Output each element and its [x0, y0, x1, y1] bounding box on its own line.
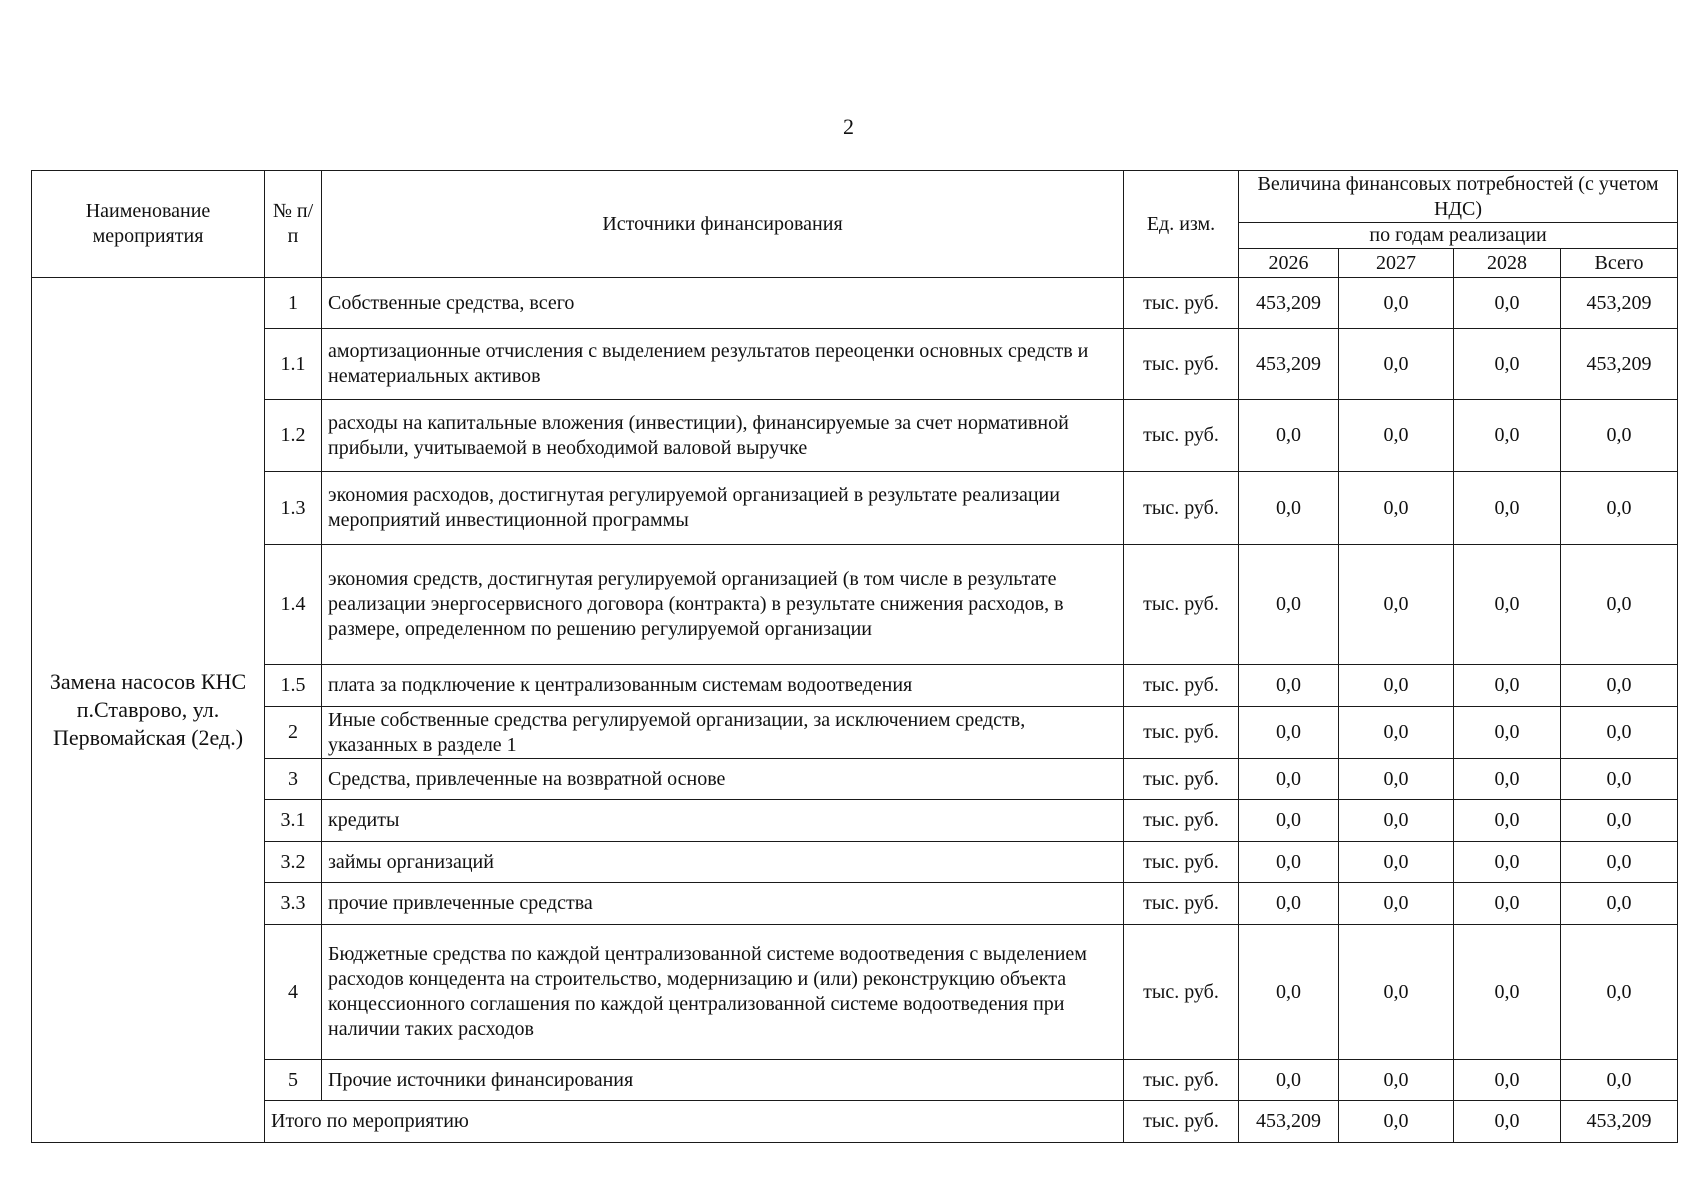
- total-label: Итого по мероприятию: [265, 1101, 1124, 1143]
- row-number: 3: [265, 759, 322, 800]
- total-unit: тыс. руб.: [1124, 1101, 1239, 1143]
- row-source: плата за подключение к централизованным системам водоотведения: [322, 665, 1124, 707]
- row-unit: тыс. руб.: [1124, 329, 1239, 400]
- row-source: расходы на капитальные вложения (инвестиции), финансируемые за счет нормативной прибыли, учитываемой в необходимой валовой выручке: [322, 400, 1124, 472]
- row-source: Средства, привлеченные на возвратной основе: [322, 759, 1124, 800]
- table-row: [32, 883, 1678, 925]
- page-number: 2: [843, 114, 854, 139]
- row-value: 0,0: [1454, 759, 1561, 800]
- row-value: 0,0: [1239, 545, 1339, 665]
- row-value: 0,0: [1339, 883, 1454, 925]
- header-year: 2027: [1339, 249, 1454, 278]
- row-number: 3.1: [265, 800, 322, 842]
- row-value: 0,0: [1239, 925, 1339, 1060]
- row-value: 0,0: [1339, 925, 1454, 1060]
- total-row: [32, 1101, 1678, 1143]
- table-row: [32, 842, 1678, 883]
- header-total: Всего: [1561, 249, 1678, 278]
- table-row: [32, 925, 1678, 1060]
- row-unit: тыс. руб.: [1124, 883, 1239, 925]
- row-value: 0,0: [1561, 545, 1678, 665]
- row-value: 453,209: [1561, 329, 1678, 400]
- row-value: 0,0: [1454, 472, 1561, 545]
- table-row: [32, 665, 1678, 707]
- row-value: 453,209: [1561, 278, 1678, 329]
- row-number: 5: [265, 1060, 322, 1101]
- row-value: 0,0: [1561, 883, 1678, 925]
- row-number: 3.2: [265, 842, 322, 883]
- row-value: 0,0: [1561, 707, 1678, 759]
- total-value: 453,209: [1239, 1101, 1339, 1143]
- row-value: 0,0: [1339, 665, 1454, 707]
- row-value: 0,0: [1454, 800, 1561, 842]
- row-source: Бюджетные средства по каждой централизованной системе водоотведения с выделением расходов концедента на строительство, модернизацию и (или) реконструкцию объекта концессионного соглашения по каждой централизованной системе водоотведения при наличии таких расходов: [322, 925, 1124, 1060]
- row-unit: тыс. руб.: [1124, 707, 1239, 759]
- financing-table: [31, 170, 1678, 1143]
- row-value: 0,0: [1454, 278, 1561, 329]
- row-value: 0,0: [1239, 665, 1339, 707]
- row-value: 0,0: [1239, 842, 1339, 883]
- row-value: 0,0: [1239, 1060, 1339, 1101]
- row-value: 453,209: [1239, 278, 1339, 329]
- row-value: 0,0: [1339, 400, 1454, 472]
- row-unit: тыс. руб.: [1124, 472, 1239, 545]
- row-value: 0,0: [1339, 800, 1454, 842]
- table-row: [32, 329, 1678, 400]
- header-unit: Ед. изм.: [1124, 171, 1239, 278]
- row-unit: тыс. руб.: [1124, 400, 1239, 472]
- row-unit: тыс. руб.: [1124, 842, 1239, 883]
- row-number: 1.4: [265, 545, 322, 665]
- row-value: 0,0: [1239, 800, 1339, 842]
- row-unit: тыс. руб.: [1124, 1060, 1239, 1101]
- row-value: 0,0: [1339, 545, 1454, 665]
- row-unit: тыс. руб.: [1124, 545, 1239, 665]
- row-value: 0,0: [1339, 1060, 1454, 1101]
- row-value: 0,0: [1239, 400, 1339, 472]
- row-value: 0,0: [1561, 400, 1678, 472]
- total-value: 0,0: [1454, 1101, 1561, 1143]
- row-value: 0,0: [1239, 883, 1339, 925]
- event-name: Замена насосов КНС п.Ставрово, ул. Первомайская (2ед.): [32, 278, 265, 1143]
- row-value: 0,0: [1454, 1060, 1561, 1101]
- row-value: 0,0: [1454, 665, 1561, 707]
- row-value: 0,0: [1454, 883, 1561, 925]
- header-year: 2026: [1239, 249, 1339, 278]
- row-value: 0,0: [1561, 1060, 1678, 1101]
- row-source: займы организаций: [322, 842, 1124, 883]
- row-value: 0,0: [1339, 278, 1454, 329]
- row-value: 0,0: [1239, 472, 1339, 545]
- table-row: [32, 278, 1678, 329]
- row-number: 1.5: [265, 665, 322, 707]
- header-group-subtitle: по годам реализации: [1239, 223, 1678, 249]
- table-row: [32, 1060, 1678, 1101]
- table-row: [32, 707, 1678, 759]
- row-number: 4: [265, 925, 322, 1060]
- row-number: 1: [265, 278, 322, 329]
- row-value: 453,209: [1239, 329, 1339, 400]
- row-value: 0,0: [1239, 759, 1339, 800]
- row-value: 0,0: [1454, 400, 1561, 472]
- row-value: 0,0: [1339, 759, 1454, 800]
- header-group-title: Величина финансовых потребностей (с учетом НДС): [1239, 171, 1678, 223]
- row-value: 0,0: [1454, 925, 1561, 1060]
- table-row: [32, 472, 1678, 545]
- total-value: 453,209: [1561, 1101, 1678, 1143]
- row-value: 0,0: [1339, 472, 1454, 545]
- table-row: [32, 800, 1678, 842]
- row-value: 0,0: [1339, 707, 1454, 759]
- row-value: 0,0: [1561, 665, 1678, 707]
- row-source: Прочие источники финансирования: [322, 1060, 1124, 1101]
- row-value: 0,0: [1561, 472, 1678, 545]
- row-value: 0,0: [1561, 759, 1678, 800]
- row-unit: тыс. руб.: [1124, 278, 1239, 329]
- row-value: 0,0: [1561, 925, 1678, 1060]
- row-unit: тыс. руб.: [1124, 800, 1239, 842]
- row-source: амортизационные отчисления с выделением результатов переоценки основных средств и нематериальных активов: [322, 329, 1124, 400]
- row-source: прочие привлеченные средства: [322, 883, 1124, 925]
- row-source: Иные собственные средства регулируемой организации, за исключением средств, указанных в разделе 1: [322, 707, 1124, 759]
- row-value: 0,0: [1561, 842, 1678, 883]
- row-unit: тыс. руб.: [1124, 665, 1239, 707]
- row-number: 2: [265, 707, 322, 759]
- row-number: 1.2: [265, 400, 322, 472]
- row-value: 0,0: [1454, 545, 1561, 665]
- row-unit: тыс. руб.: [1124, 759, 1239, 800]
- table-row: [32, 545, 1678, 665]
- row-source: экономия расходов, достигнутая регулируемой организацией в результате реализации мероприятий инвестиционной программы: [322, 472, 1124, 545]
- row-value: 0,0: [1454, 707, 1561, 759]
- header-year: 2028: [1454, 249, 1561, 278]
- row-unit: тыс. руб.: [1124, 925, 1239, 1060]
- row-value: 0,0: [1454, 329, 1561, 400]
- row-number: 3.3: [265, 883, 322, 925]
- row-source: Собственные средства, всего: [322, 278, 1124, 329]
- header-source: Источники финансирования: [322, 171, 1124, 278]
- row-source: экономия средств, достигнутая регулируемой организацией (в том числе в результате реализации энергосервисного договора (контракта) в результате снижения расходов, в размере, определенном по решению регулируемой организации: [322, 545, 1124, 665]
- total-value: 0,0: [1339, 1101, 1454, 1143]
- table-row: [32, 759, 1678, 800]
- row-source: кредиты: [322, 800, 1124, 842]
- header-event: Наименование мероприятия: [32, 171, 265, 278]
- row-value: 0,0: [1339, 329, 1454, 400]
- row-value: 0,0: [1339, 842, 1454, 883]
- row-number: 1.3: [265, 472, 322, 545]
- row-value: 0,0: [1239, 707, 1339, 759]
- row-value: 0,0: [1454, 842, 1561, 883]
- row-value: 0,0: [1561, 800, 1678, 842]
- header-number: № п/п: [265, 171, 322, 278]
- table-row: [32, 400, 1678, 472]
- row-number: 1.1: [265, 329, 322, 400]
